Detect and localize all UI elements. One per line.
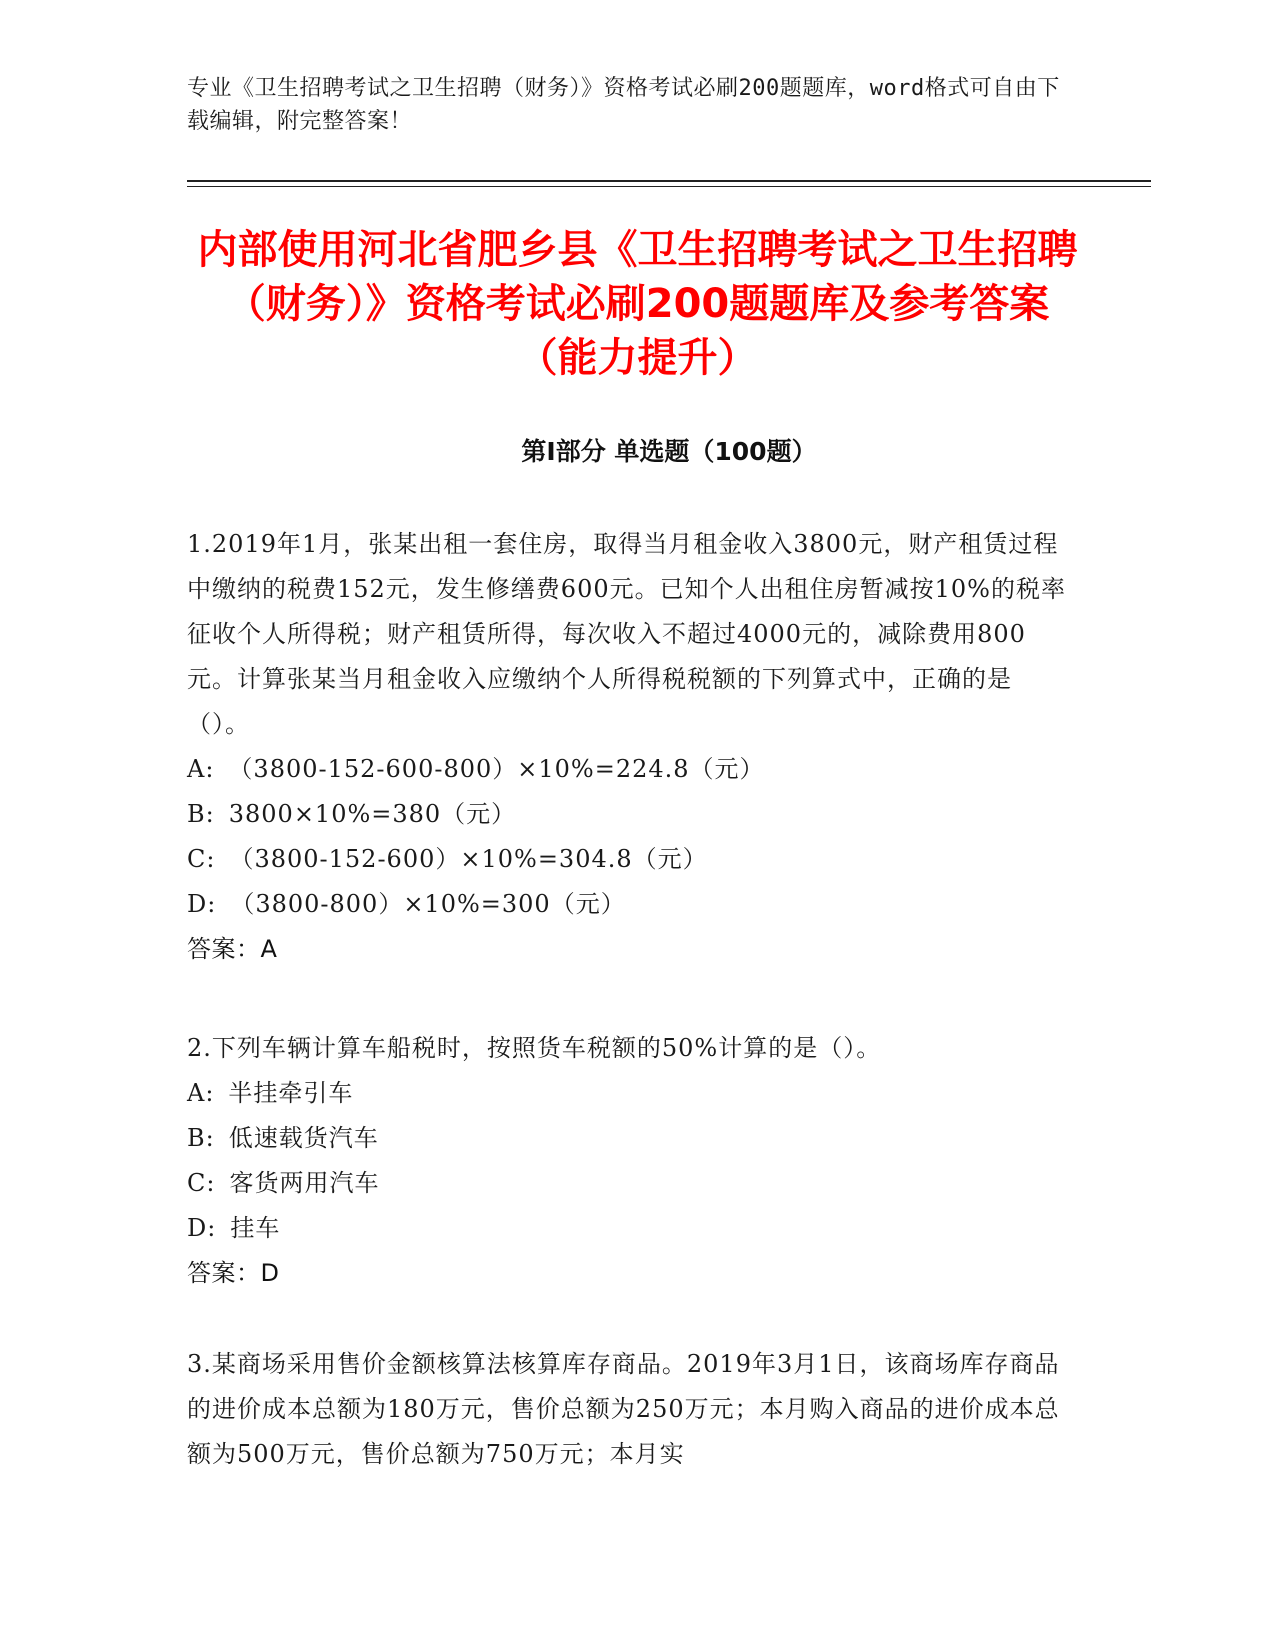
document-title: 内部使用河北省肥乡县《卫生招聘考试之卫生招聘（财务）》资格考试必刷200题题库及参考答案（能力提升） [197, 227, 1078, 381]
header-note: 专业《卫生招聘考试之卫生招聘（财务）》资格考试必刷200题题库，word格式可自由下载编辑，附完整答案！ [187, 76, 1060, 134]
option-text: （3800-152-600-800）×10%=224.8（元） [228, 755, 765, 783]
option-letter: D: [187, 890, 217, 918]
option-c [187, 1161, 1072, 1206]
header-divider-thin [187, 186, 1151, 187]
question-1 [187, 522, 1072, 972]
question-stem: 1.2019年1月，张某出租一套住房，取得当月租金收入3800元，财产租赁过程中缴纳的税费152元，发生修缮费600元。已知个人出租住房暂减按10%的税率征收个人所得税；财产租赁所得，每次收入不超过4000元的，减除费用800元。计算张某当月租金收入应缴纳个人所得税税额的下列算式中，正确的是（）。 [187, 530, 1066, 738]
option-a [187, 1071, 1072, 1116]
option-text: （3800-152-600）×10%=304.8（元） [229, 845, 708, 873]
answer: 答案：A [187, 935, 278, 963]
option-d [187, 882, 1072, 927]
question-stem: 2.下列车辆计算车船税时，按照货车税额的50%计算的是（）。 [187, 1034, 882, 1062]
option-text: （3800-800）×10%=300（元） [230, 890, 626, 918]
section-title: 第Ⅰ部分 单选题（100题） [521, 437, 817, 466]
question-2 [187, 1026, 1072, 1296]
option-b [187, 1116, 1072, 1161]
header-divider [187, 180, 1151, 182]
option-text: 客货两用汽车 [229, 1169, 380, 1197]
option-letter: B: [187, 800, 215, 828]
option-c [187, 837, 1072, 882]
option-letter: B: [187, 1124, 215, 1152]
option-letter: C: [187, 845, 216, 873]
option-text: 3800×10%=380（元） [228, 800, 517, 828]
question-stem: 3.某商场采用售价金额核算法核算库存商品。2019年3月1日，该商场库存商品的进价成本总额为180万元，售价总额为250万元；本月购入商品的进价成本总额为500万元，售价总额为750万元；本月实 [187, 1350, 1060, 1468]
option-text: 低速载货汽车 [228, 1124, 379, 1152]
option-letter: A: [187, 1079, 215, 1107]
option-d [187, 1206, 1072, 1251]
question-3 [187, 1342, 1072, 1477]
option-text: 半挂牵引车 [228, 1079, 354, 1107]
option-letter: D: [187, 1214, 217, 1242]
option-b [187, 792, 1072, 837]
option-letter: C: [187, 1169, 216, 1197]
option-text: 挂车 [230, 1214, 281, 1242]
option-letter: A: [187, 755, 215, 783]
answer: 答案：D [187, 1259, 280, 1287]
option-a [187, 747, 1072, 792]
